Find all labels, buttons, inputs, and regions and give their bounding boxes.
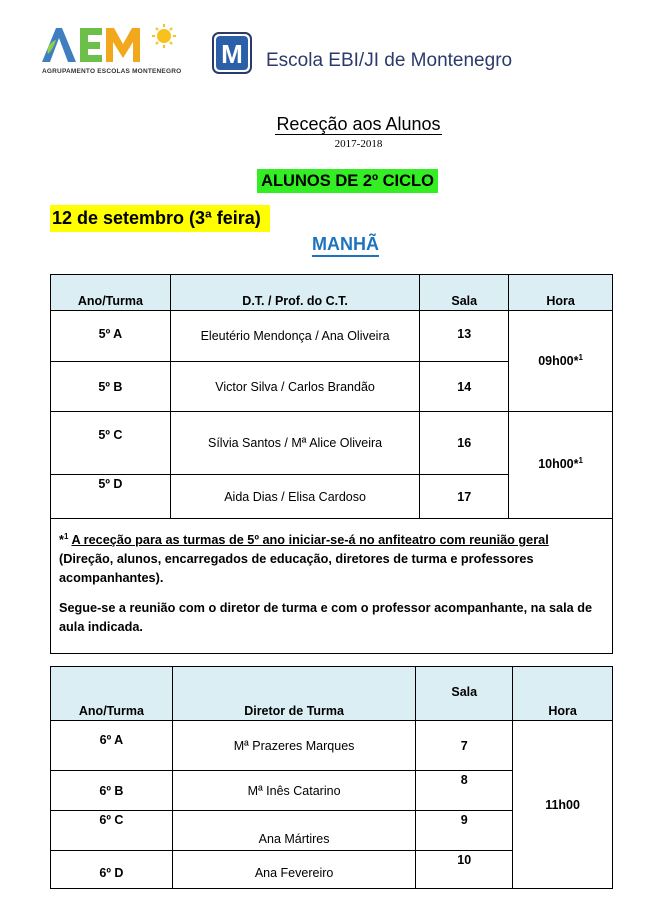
hour-note-marker: 1 bbox=[578, 353, 583, 363]
hour-cell bbox=[509, 311, 613, 412]
aem-subtitle: AGRUPAMENTO ESCOLAS MONTENEGRO bbox=[42, 68, 182, 75]
turma-cell: 6º C bbox=[51, 811, 173, 851]
hour-value: 10h00* bbox=[538, 457, 579, 472]
note-second-paragraph: Segue-se a reunião com o diretor de turma e com o professor acompanhante, na sala de aula indicada. bbox=[59, 601, 593, 635]
hour-value: 09h00* bbox=[538, 354, 579, 369]
school-name: Escola EBI/JI de Montenegro bbox=[266, 50, 513, 71]
period-label: MANHÃ bbox=[312, 234, 379, 257]
director-cell: Mª Inês Catarino bbox=[172, 771, 416, 811]
turma-cell: 6º A bbox=[51, 721, 173, 771]
turma-cell: 5º B bbox=[51, 362, 171, 412]
school-year: 2017-2018 bbox=[334, 138, 383, 150]
sala-cell: 17 bbox=[420, 475, 509, 519]
table-row bbox=[51, 721, 613, 771]
table-row bbox=[51, 412, 613, 475]
turma-cell: 6º D bbox=[51, 851, 173, 889]
note-marker: * bbox=[59, 533, 64, 548]
note-paragraph bbox=[59, 527, 604, 588]
date-label: 12 de setembro (3ª feira) bbox=[50, 205, 270, 232]
note-underlined-text: A receção para as turmas de 5º ano iniciar-se-á no anfiteatro com reunião geral bbox=[71, 533, 549, 548]
teachers-cell: Eleutério Mendonça / Ana Oliveira bbox=[170, 311, 419, 362]
table-header-row bbox=[51, 667, 613, 721]
header-teachers: D.T. / Prof. do C.T. bbox=[170, 275, 419, 311]
page-title-wrap bbox=[0, 114, 669, 135]
turma-cell: 5º A bbox=[51, 311, 171, 362]
header-director: Diretor de Turma bbox=[172, 667, 416, 721]
schedule-table-5th-grade bbox=[50, 274, 613, 519]
director-cell: Ana Mártires bbox=[172, 811, 416, 851]
header-hora: Hora bbox=[513, 667, 613, 721]
header-hora: Hora bbox=[509, 275, 613, 311]
sala-cell: 8 bbox=[416, 771, 513, 811]
teachers-cell: Victor Silva / Carlos Brandão bbox=[170, 362, 419, 412]
table-header-row bbox=[51, 275, 613, 311]
header-sala: Sala bbox=[420, 275, 509, 311]
director-cell: Mª Prazeres Marques bbox=[172, 721, 416, 771]
school-logo bbox=[212, 32, 252, 74]
hour-cell: 11h00 bbox=[513, 721, 613, 889]
sala-cell: 7 bbox=[416, 721, 513, 771]
teachers-cell: Sílvia Santos / Mª Alice Oliveira bbox=[170, 412, 419, 475]
sala-cell: 10 bbox=[416, 851, 513, 889]
note-box bbox=[50, 517, 613, 654]
header-turma: Ano/Turma bbox=[51, 667, 173, 721]
note-rest-text: (Direção, alunos, encarregados de educação, diretores de turma e professores acompanhantes). bbox=[59, 552, 534, 586]
page-title: Receção aos Alunos bbox=[276, 114, 441, 134]
director-cell: Ana Fevereiro bbox=[172, 851, 416, 889]
header-turma: Ano/Turma bbox=[51, 275, 171, 311]
hour-note-marker: 1 bbox=[578, 456, 583, 465]
schedule-table-6th-grade bbox=[50, 666, 613, 889]
turma-cell: 5º D bbox=[51, 475, 171, 519]
school-logo-letter: M bbox=[221, 39, 243, 69]
header-sala: Sala bbox=[416, 667, 513, 721]
table-row bbox=[51, 311, 613, 362]
sala-cell: 13 bbox=[420, 311, 509, 362]
sala-cell: 14 bbox=[420, 362, 509, 412]
teachers-cell: Aida Dias / Elisa Cardoso bbox=[170, 475, 419, 519]
turma-cell: 6º B bbox=[51, 771, 173, 811]
note-marker-sup: 1 bbox=[63, 532, 69, 541]
cycle-label: ALUNOS DE 2º CICLO bbox=[257, 169, 438, 193]
sala-cell: 9 bbox=[416, 811, 513, 851]
turma-cell: 5º C bbox=[51, 412, 171, 475]
hour-cell bbox=[509, 412, 613, 519]
sala-cell: 16 bbox=[420, 412, 509, 475]
